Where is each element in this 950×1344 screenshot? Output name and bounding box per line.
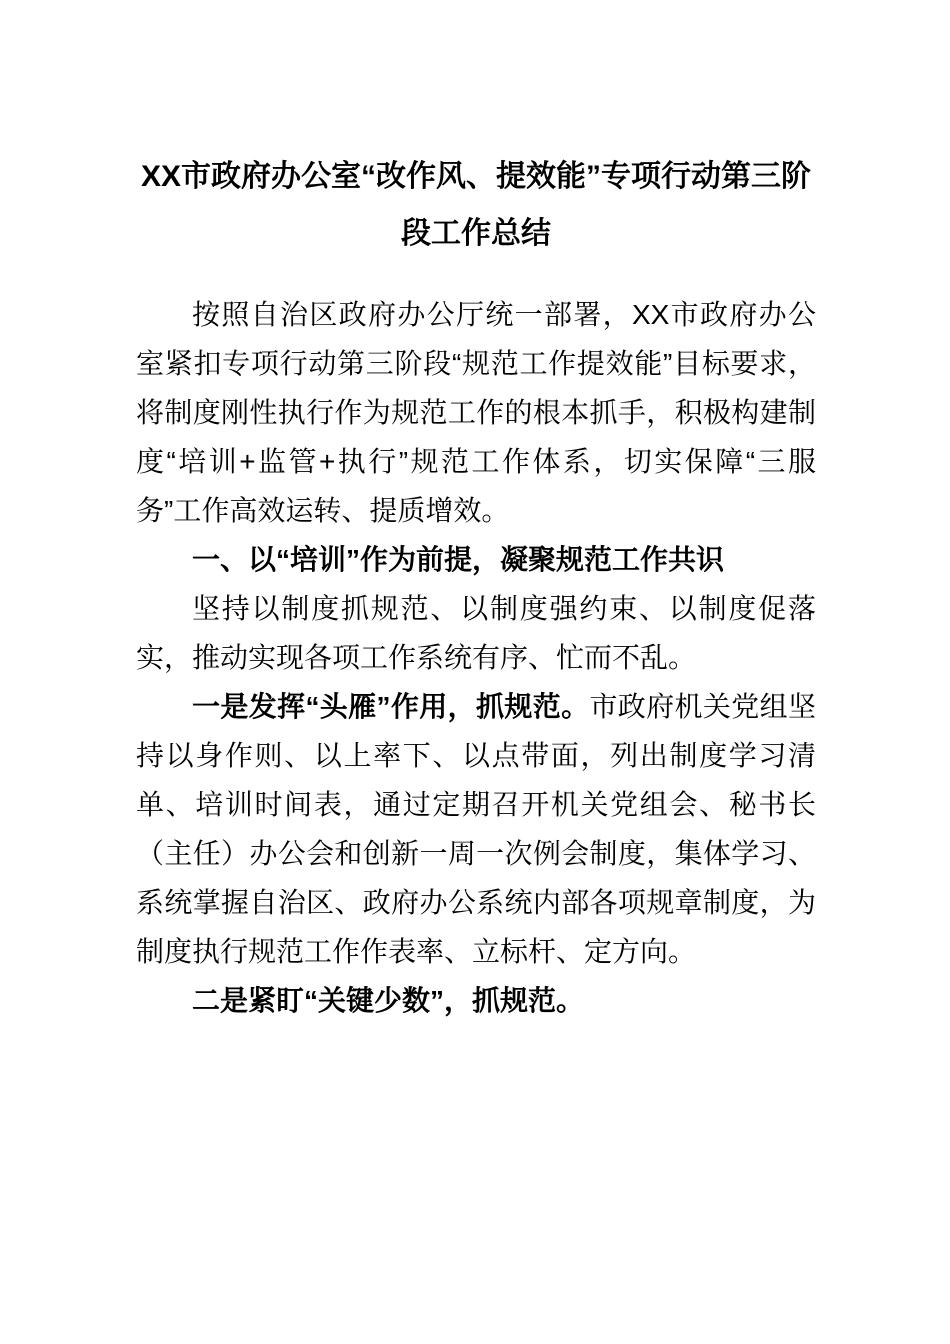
paragraph-point2-lead-text: 二是紧盯“关键少数”，抓规范。 bbox=[192, 985, 585, 1016]
paragraph-point2-lead bbox=[136, 976, 816, 1025]
paragraph-intro-text: 按照自治区政府办公厅统一部署，XX市政府办公室紧扣专项行动第三阶段“规范工作提效能”目标要求，将制度刚性执行作为规范工作的根本抓手，积极构建制度“培训+监管+执行”规范工作体系，切实保障“三服务”工作高效运转、提质增效。 bbox=[136, 299, 816, 526]
paragraph-section1-body bbox=[136, 584, 816, 682]
document-title: XX市政府办公室“改作风、提效能”专项行动第三阶段工作总结 bbox=[140, 160, 812, 250]
section-heading-1-text: 一、以“培训”作为前提，凝聚规范工作共识 bbox=[192, 544, 725, 575]
paragraph-section1-body-text: 坚持以制度抓规范、以制度强约束、以制度促落实，推动实现各项工作系统有序、忙而不乱。 bbox=[136, 593, 816, 673]
paragraph-intro bbox=[136, 290, 816, 535]
paragraph-point1-lead: 一是发挥“头雁”作用，抓规范。 bbox=[192, 691, 590, 722]
paragraph-point1 bbox=[136, 682, 816, 976]
section-heading-1 bbox=[136, 535, 816, 584]
paragraph-point1-text: 市政府机关党组坚持以身作则、以上率下、以点带面，列出制度学习清单、培训时间表，通过定期召开机关党组会、秘书长（主任）办公会和创新一周一次例会制度，集体学习、系统掌握自治区、政府办公系统内部各项规章制度，为制度执行规范工作作表率、立标杆、定方向。 bbox=[136, 691, 816, 967]
